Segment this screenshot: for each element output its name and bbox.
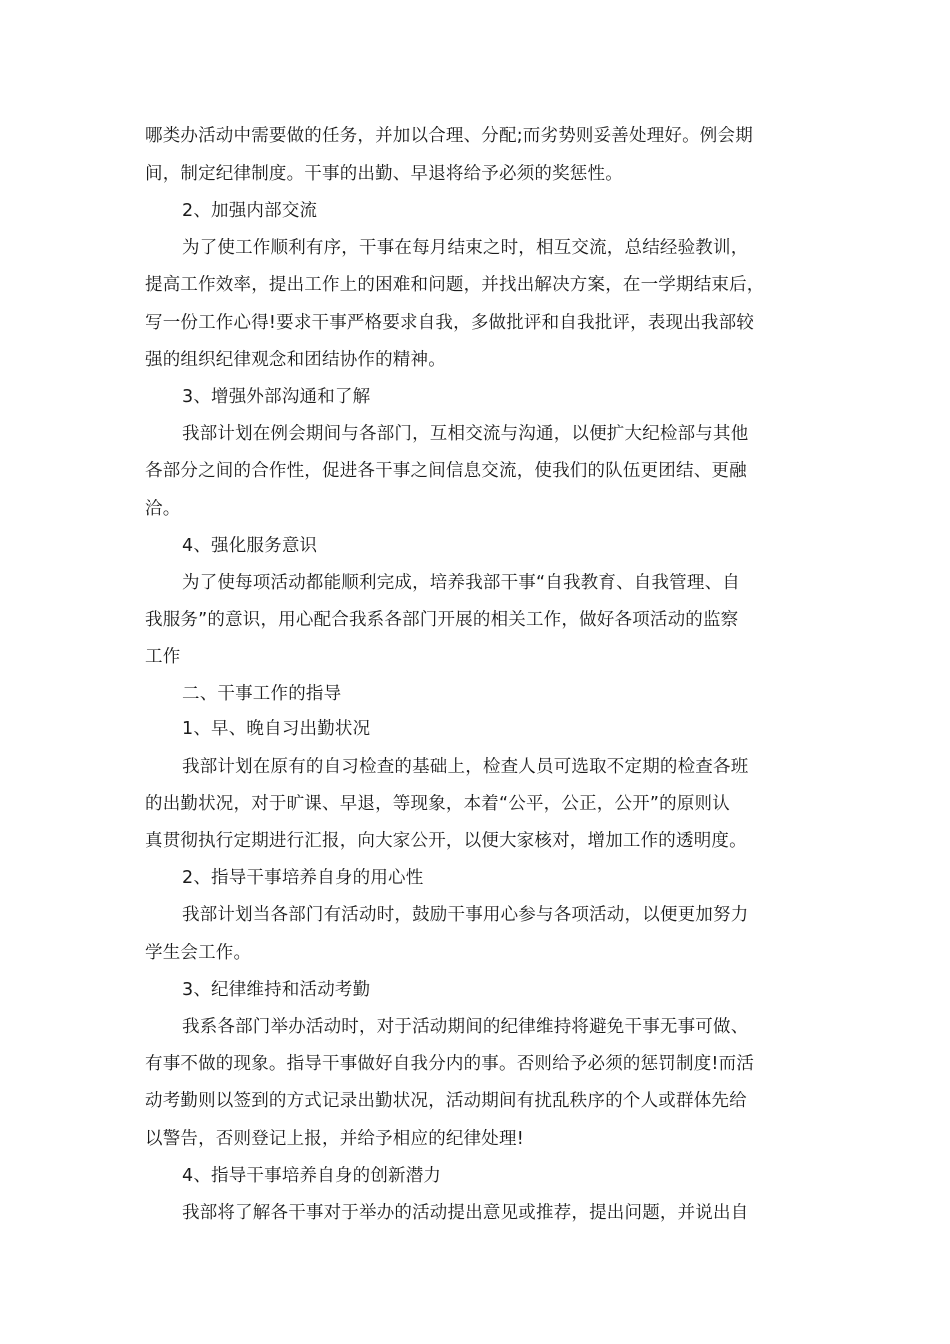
text-line: 学生会工作。 (145, 943, 252, 963)
text-line: 间，制定纪律制度。干事的出勤、早退将给予必须的奖惩性。 (145, 164, 623, 184)
text-line: 写一份工作心得!要求干事严格要求自我，多做批评和自我批评，表现出我部较 (145, 313, 755, 333)
text-line: 动考勤则以签到的方式记录出勤状况，活动期间有扰乱秩序的个人或群体先给 (145, 1091, 747, 1111)
text-line: 我系各部门举办活动时，对于活动期间的纪律维持将避免干事无事可做、 (182, 1017, 749, 1037)
text-line: 的出勤状况，对于旷课、早退，等现象，本着“公平，公正，公开”的原则认 (145, 794, 730, 814)
text-line: 以警告，否则登记上报，并给予相应的纪律处理! (145, 1129, 524, 1149)
text-line: 各部分之间的合作性，促进各干事之间信息交流，使我们的队伍更团结、更融 (145, 461, 747, 481)
text-line: 我部计划在例会期间与各部门，互相交流与沟通，以便扩大纪检部与其他 (182, 424, 749, 444)
text-line: 我部计划在原有的自习检查的基础上，检查人员可选取不定期的检查各班 (182, 757, 749, 777)
section-heading: 2、加强内部交流 (182, 201, 318, 221)
text-line: 工作 (145, 647, 181, 667)
section-heading: 二、干事工作的指导 (182, 684, 342, 704)
section-heading: 1、早、晚自习出勤状况 (182, 719, 371, 739)
text-line: 我部将了解各干事对于举办的活动提出意见或推荐，提出问题，并说出自 (182, 1203, 749, 1223)
text-line: 真贯彻执行定期进行汇报，向大家公开，以便大家核对，增加工作的透明度。 (145, 831, 747, 851)
text-line: 我部计划当各部门有活动时，鼓励干事用心参与各项活动，以便更加努力 (182, 905, 749, 925)
text-line: 我服务”的意识，用心配合我系各部门开展的相关工作，做好各项活动的监察 (145, 610, 739, 630)
section-heading: 4、强化服务意识 (182, 536, 318, 556)
text-line: 为了使每项活动都能顺利完成，培养我部干事“自我教育、自我管理、自 (182, 573, 740, 593)
section-heading: 3、纪律维持和活动考勤 (182, 980, 371, 1000)
section-heading: 4、指导干事培养自身的创新潜力 (182, 1166, 442, 1186)
text-line: 洽。 (145, 499, 181, 519)
text-line: 哪类办活动中需要做的任务，并加以合理、分配;而劣势则妥善处理好。例会期 (145, 126, 753, 146)
section-heading: 2、指导干事培养自身的用心性 (182, 868, 424, 888)
text-line: 有事不做的现象。指导干事做好自我分内的事。否则给予必须的惩罚制度!而活 (145, 1054, 755, 1074)
text-line: 提高工作效率，提出工作上的困难和问题，并找出解决方案，在一学期结束后， (145, 275, 765, 295)
section-heading: 3、增强外部沟通和了解 (182, 387, 371, 407)
text-line: 强的组织纪律观念和团结协作的精神。 (145, 350, 446, 370)
text-line: 为了使工作顺利有序，干事在每月结束之时，相互交流，总结经验教训， (182, 238, 749, 258)
